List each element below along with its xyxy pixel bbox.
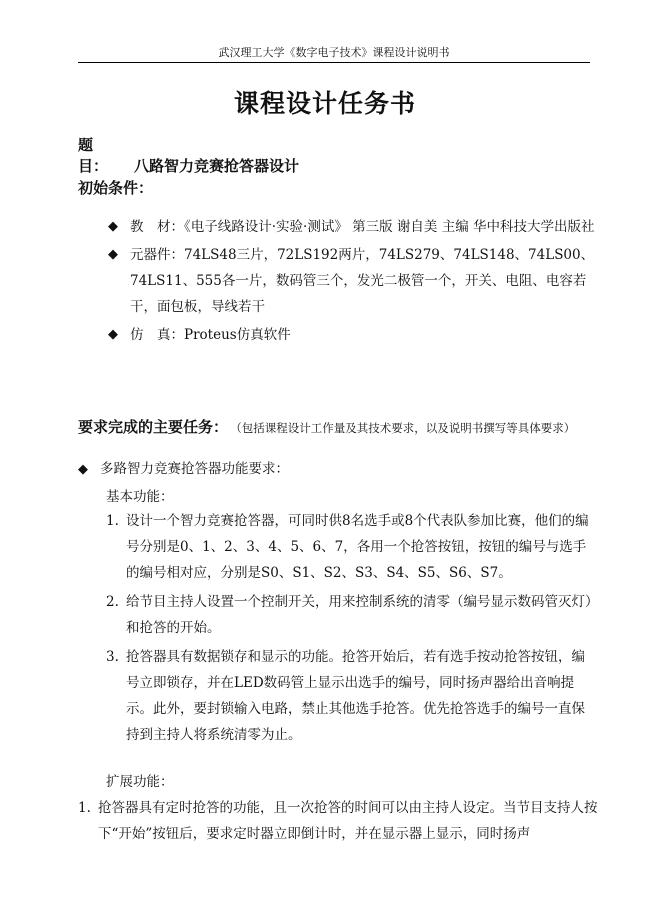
subject-value: 八路智力竞赛抢答器设计 bbox=[134, 157, 300, 175]
list-item bbox=[106, 589, 598, 641]
header-rule bbox=[78, 62, 590, 63]
list-item-text: 设计一个智力竞赛抢答器，可同时供8名选手或8个代表队参加比赛，他们的编号分别是0、1、2、3、4、5、6、7，各用一个抢答按钮，按钮的编号与选手的编号相对应，分别是S0、S1、S2、S3、S4、S5、S6、S7。 bbox=[126, 513, 589, 581]
list-item bbox=[78, 795, 598, 847]
list-item-text: 抢答器具有数据锁存和显示的功能。抢答开始后，若有选手按动抢答按钮，编号立即锁存，并在LED数码管上显示出选手的编号，同时扬声器给出音响提示。此外，要封锁输入电路，禁止其他选手抢答。优先抢答选手的编号一直保持到主持人将系统清零为止。 bbox=[126, 649, 585, 743]
list-item-text: 抢答器具有定时抢答的功能，且一次抢答的时间可以由主持人设定。当节目支持人按下“开始”按钮后，要求定时器立即倒计时，并在显示器上显示，同时扬声 bbox=[98, 800, 598, 842]
initial-conditions-heading: 初始条件： bbox=[78, 179, 154, 197]
diamond-bullet-icon: ◆ bbox=[108, 247, 118, 262]
list-item bbox=[108, 322, 598, 348]
extended-functions-heading: 扩展功能： bbox=[106, 774, 174, 790]
initial-conditions-list bbox=[108, 214, 598, 350]
running-header: 武汉理工大学《数字电子技术》课程设计说明书 bbox=[218, 46, 450, 59]
list-item bbox=[108, 214, 598, 240]
requirement-line bbox=[78, 457, 289, 477]
list-item bbox=[108, 242, 598, 320]
extended-functions-list bbox=[78, 795, 598, 850]
main-tasks-heading bbox=[78, 416, 575, 437]
list-item-text: 教 材：《电子线路设计·实验·测试》 第三版 谢自美 主编 华中科技大学出版社 bbox=[130, 219, 595, 235]
basic-functions-list bbox=[106, 508, 598, 751]
list-item bbox=[106, 644, 598, 748]
main-tasks-note: （包括课程设计工作量及其技术要求，以及说明书撰写等具体要求） bbox=[236, 421, 576, 435]
list-item-text: 元器件：74LS48三片，72LS192两片，74LS279、74LS148、74LS00、74LS11、555各一片，数码管三个，发光二极管一个，开关、电阻、电容若干，面包板，导线若干 bbox=[130, 247, 595, 315]
item-number: 3. bbox=[106, 649, 119, 665]
basic-functions-heading: 基本功能： bbox=[106, 489, 174, 505]
main-tasks-label: 要求完成的主要任务： bbox=[78, 418, 229, 436]
diamond-bullet-icon: ◆ bbox=[108, 327, 118, 342]
diamond-bullet-icon: ◆ bbox=[78, 462, 88, 477]
subject-line bbox=[78, 134, 299, 176]
requirement-text: 多路智力竞赛抢答器功能要求： bbox=[100, 461, 289, 477]
list-item-text: 给节目主持人设置一个控制开关，用来控制系统的清零（编号显示数码管灭灯）和抢答的开始。 bbox=[126, 594, 592, 636]
page-title: 课程设计任务书 bbox=[233, 89, 416, 118]
subject-label: 题 目： bbox=[78, 136, 109, 175]
item-number: 1. bbox=[106, 513, 119, 529]
item-number: 2. bbox=[106, 594, 119, 610]
item-number: 1. bbox=[78, 800, 91, 816]
diamond-bullet-icon: ◆ bbox=[108, 219, 118, 234]
list-item bbox=[106, 508, 598, 586]
list-item-text: 仿 真：Proteus仿真软件 bbox=[130, 327, 291, 343]
